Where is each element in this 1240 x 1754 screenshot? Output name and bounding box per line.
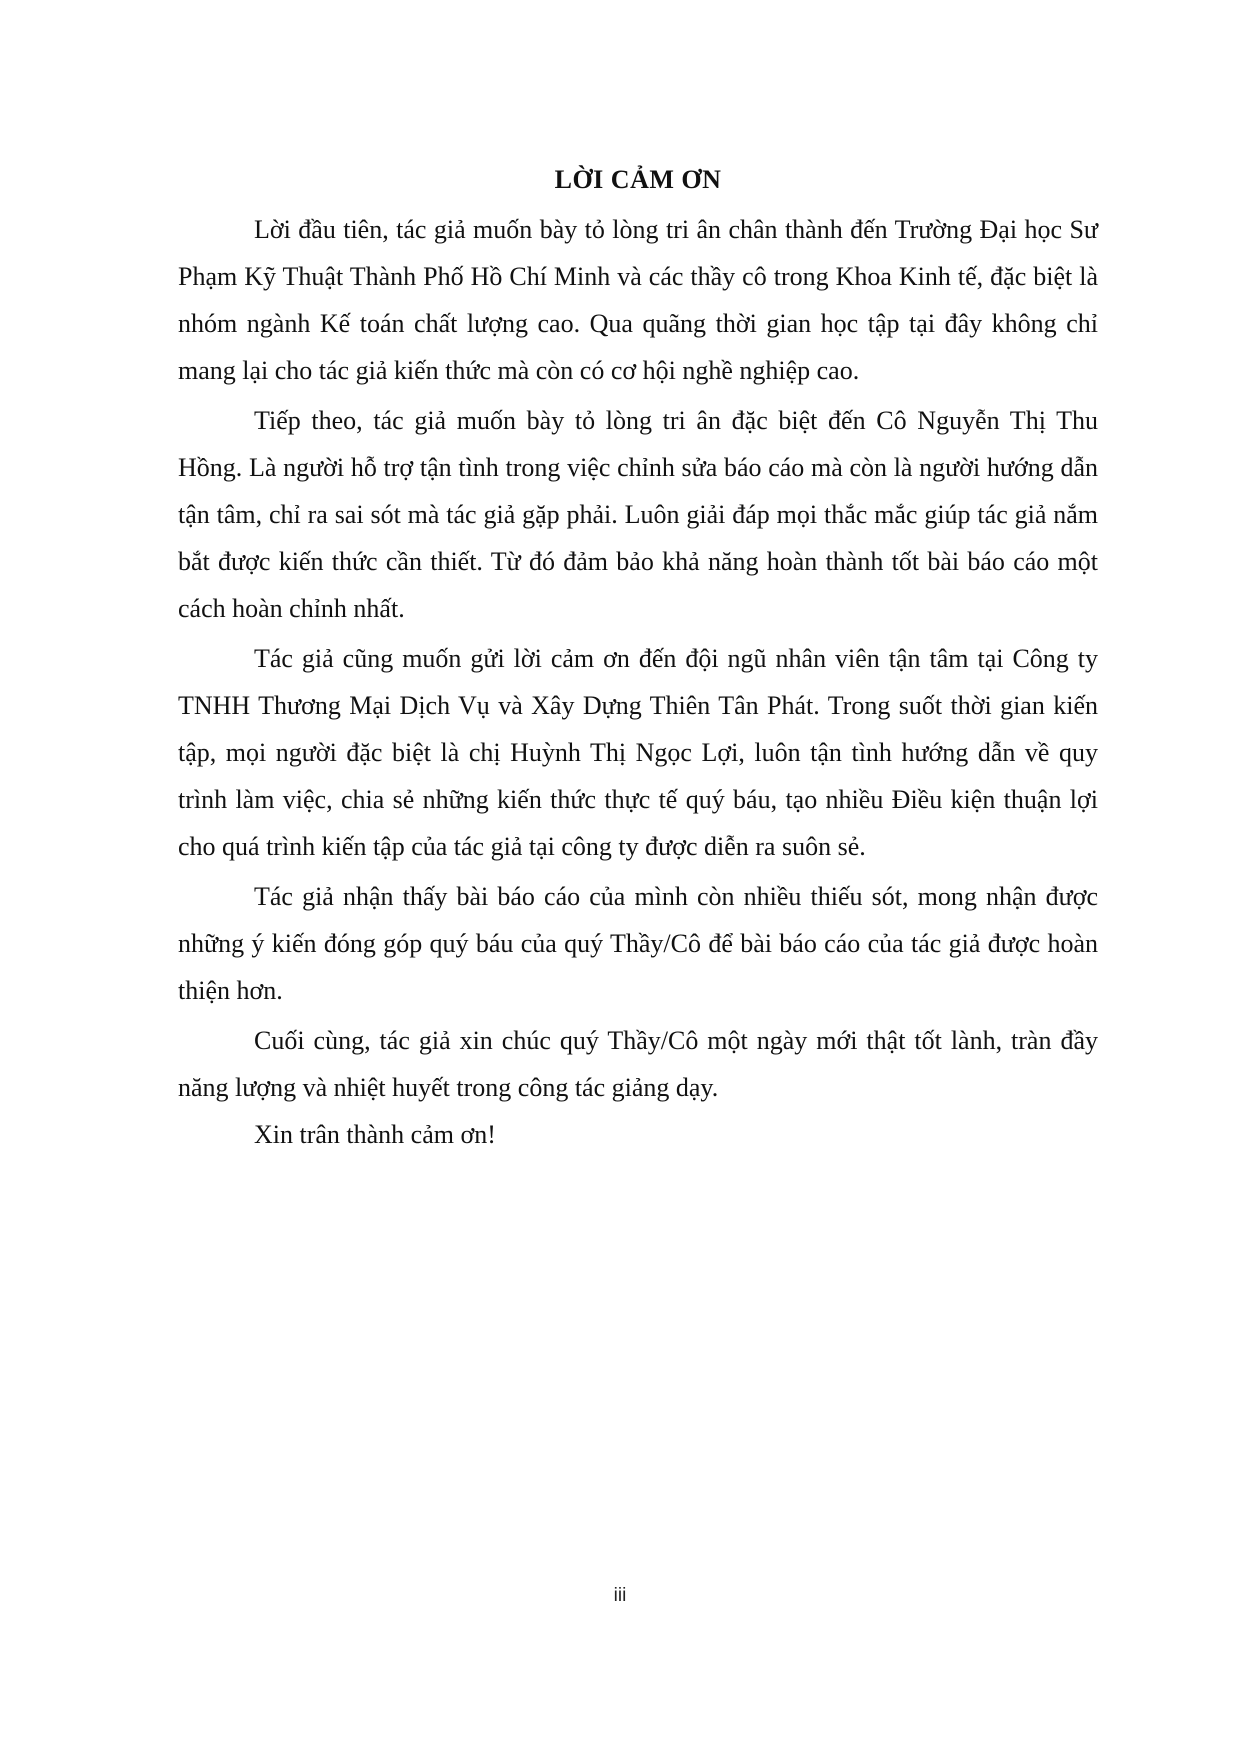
paragraph-3: Tác giả cũng muốn gửi lời cảm ơn đến đội ngũ nhân viên tận tâm tại Công ty TNHH Thương Mại Dịch Vụ và Xây Dựng Thiên Tân Phát. Trong suốt thời gian kiến tập, mọi người đặc biệt là chị Huỳnh Thị Ngọc Lợi, luôn tận tình hướng dẫn về quy trình làm việc, chia sẻ những kiến thức thực tế quý báu, tạo nhiều Điều kiện thuận lợi cho quá trình kiến tập của tác giả tại công ty được diễn ra suôn sẻ. bbox=[178, 644, 1098, 861]
page-content bbox=[178, 160, 1098, 1158]
paragraph-5: Cuối cùng, tác giả xin chúc quý Thầy/Cô một ngày mới thật tốt lành, tràn đầy năng lượng và nhiệt huyết trong công tác giảng dạy. bbox=[178, 1026, 1098, 1102]
paragraph-1: Lời đầu tiên, tác giả muốn bày tỏ lòng tri ân chân thành đến Trường Đại học Sư Phạm Kỹ Thuật Thành Phố Hồ Chí Minh và các thầy cô trong Khoa Kinh tế, đặc biệt là nhóm ngành Kế toán chất lượng cao. Qua quãng thời gian học tập tại đây không chỉ mang lại cho tác giả kiến thức mà còn có cơ hội nghề nghiệp cao. bbox=[178, 215, 1098, 385]
page-title: LỜI CẢM ƠN bbox=[554, 165, 722, 194]
closing-line: Xin trân thành cảm ơn! bbox=[254, 1120, 496, 1149]
page-number: iii bbox=[613, 1585, 627, 1606]
paragraph-2: Tiếp theo, tác giả muốn bày tỏ lòng tri ân đặc biệt đến Cô Nguyễn Thị Thu Hồng. Là người hỗ trợ tận tình trong việc chỉnh sửa báo cáo mà còn là người hướng dẫn tận tâm, chỉ ra sai sót mà tác giả gặp phải. Luôn giải đáp mọi thắc mắc giúp tác giả nắm bắt được kiến thức cần thiết. Từ đó đảm bảo khả năng hoàn thành tốt bài báo cáo một cách hoàn chỉnh nhất. bbox=[178, 406, 1098, 623]
paragraph-4: Tác giả nhận thấy bài báo cáo của mình còn nhiều thiếu sót, mong nhận được những ý kiến đóng góp quý báu của quý Thầy/Cô để bài báo cáo của tác giả được hoàn thiện hơn. bbox=[178, 882, 1098, 1005]
